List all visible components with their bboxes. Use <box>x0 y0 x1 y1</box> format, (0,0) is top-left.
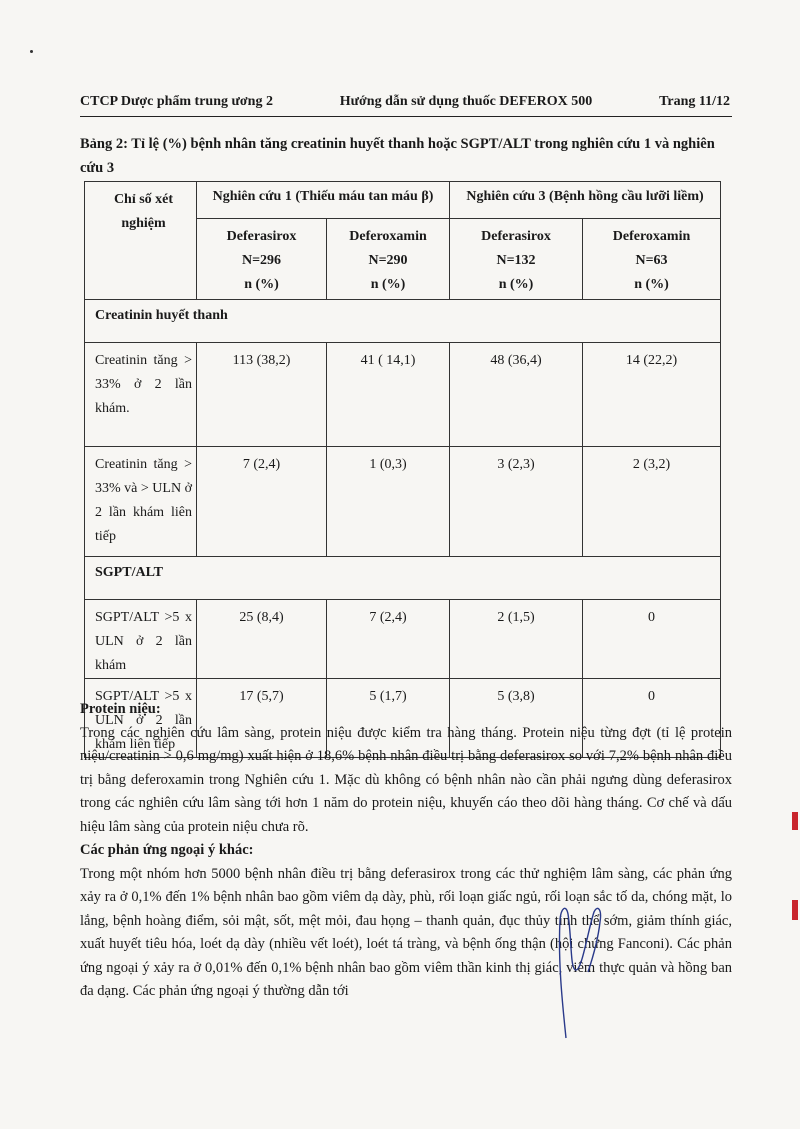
table-cell: 41 ( 14,1) <box>327 343 450 447</box>
subheader-study1-deferasirox: Deferasirox N=296 n (%) <box>197 219 327 300</box>
table-cell: 5 (1,7) <box>327 679 450 758</box>
table-cell: 7 (2,4) <box>327 600 450 679</box>
protein-heading: Protein niệu: <box>80 701 161 717</box>
scan-speck <box>30 50 33 53</box>
row-label: SGPT/ALT >5 x ULN ở 2 lần khám liên tiếp <box>85 679 197 758</box>
page-header <box>80 94 730 110</box>
subheader-study3-deferasirox: Deferasirox N=132 n (%) <box>450 219 583 300</box>
table-cell: 2 (3,2) <box>583 447 721 557</box>
table-cell: 5 (3,8) <box>450 679 583 758</box>
table-cell: 2 (1,5) <box>450 600 583 679</box>
page-number: Trang 11/12 <box>659 94 730 109</box>
subheader-study1-deferoxamin: Deferoxamin N=290 n (%) <box>327 219 450 300</box>
study1-header: Nghiên cứu 1 (Thiếu máu tan máu β) <box>197 182 450 219</box>
column-label-header: Chỉ số xét nghiệm <box>85 182 197 300</box>
adverse-paragraph: Trong một nhóm hơn 5000 bệnh nhân điều trị bằng deferasirox trong các thử nghiệm lâm sàng, các phản ứng xảy ra ở 0,1% đến 1% bệnh nhân bao gồm viêm dạ dày, phù, rối loạn giấc ngủ, rối loạn sắc tố da, chóng mặt, lo lắng, bệnh hoàng điểm, sỏi mật, sốt, mệt mỏi, đau họng – thanh quản, đục thủy tinh thể sớm, giảm thính giác, xuất huyết tiêu hóa, loét dạ dày (nhiều vết loét), loét tá tràng, và bệnh ống thận (hội chứng Fanconi). Các phản ứng ngoại ý xảy ra ở 0,01% đến 0,1% bệnh nhân bao gồm viêm thần kinh thị giác, viêm thực quản và hồng ban đa dạng. Các phản ứng ngoại ý thường dẫn tới <box>80 865 732 999</box>
document-title: Hướng dẫn sử dụng thuốc DEFEROX 500 <box>339 94 593 109</box>
body-text <box>80 698 732 1004</box>
company-name: CTCP Dược phẩm trung ương 2 <box>80 94 273 109</box>
handwritten-signature <box>548 900 628 1040</box>
row-label: SGPT/ALT >5 x ULN ở 2 lần khám <box>85 600 197 679</box>
scan-red-mark <box>792 812 798 830</box>
section-creatinin: Creatinin huyết thanh <box>85 300 721 343</box>
table-row <box>85 600 721 679</box>
table-cell: 3 (2,3) <box>450 447 583 557</box>
row-label: Creatinin tăng > 33% và > ULN ở 2 lần khám liên tiếp <box>85 447 197 557</box>
table-row <box>85 447 721 557</box>
table-cell: 25 (8,4) <box>197 600 327 679</box>
section-sgpt-alt: SGPT/ALT <box>85 557 721 600</box>
results-table <box>84 181 721 758</box>
header-divider <box>80 116 732 117</box>
table-cell: 14 (22,2) <box>583 343 721 447</box>
table-cell: 113 (38,2) <box>197 343 327 447</box>
table-cell: 17 (5,7) <box>197 679 327 758</box>
table-cell: 0 <box>583 679 721 758</box>
table-cell: 7 (2,4) <box>197 447 327 557</box>
table-row <box>85 343 721 447</box>
table-cell: 0 <box>583 600 721 679</box>
table-cell: 48 (36,4) <box>450 343 583 447</box>
table-cell: 1 (0,3) <box>327 447 450 557</box>
table-caption: Bảng 2: Tỉ lệ (%) bệnh nhân tăng creatinin huyết thanh hoặc SGPT/ALT trong nghiên cứu 1 và nghiên cứu 3 <box>80 136 715 176</box>
scan-red-mark <box>792 900 798 920</box>
study3-header: Nghiên cứu 3 (Bệnh hồng cầu lưỡi liềm) <box>450 182 721 219</box>
protein-paragraph: Trong các nghiên cứu lâm sàng, protein niệu được kiểm tra hàng tháng. Protein niệu từng đợt (tỉ lệ protein niệu/creatinin > 0,6 mg/mg) xuất hiện ở 18,6% bệnh nhân điều trị bằng deferasirox so với 7,2% bệnh nhân điều trị bằng deferoxamin trong Nghiên cứu 1. Mặc dù không có bệnh nhân nào cần phải ngưng dùng deferasirox trong các nghiên cứu lâm sàng tới hơn 1 năm do protein niệu, khuyến cáo theo dõi hàng tháng. Cơ chế và dấu hiệu lâm sàng của protein niệu chưa rõ. <box>80 724 732 835</box>
row-label: Creatinin tăng > 33% ở 2 lần khám. <box>85 343 197 447</box>
subheader-study3-deferoxamin: Deferoxamin N=63 n (%) <box>583 219 721 300</box>
adverse-heading: Các phản ứng ngoại ý khác: <box>80 842 254 858</box>
